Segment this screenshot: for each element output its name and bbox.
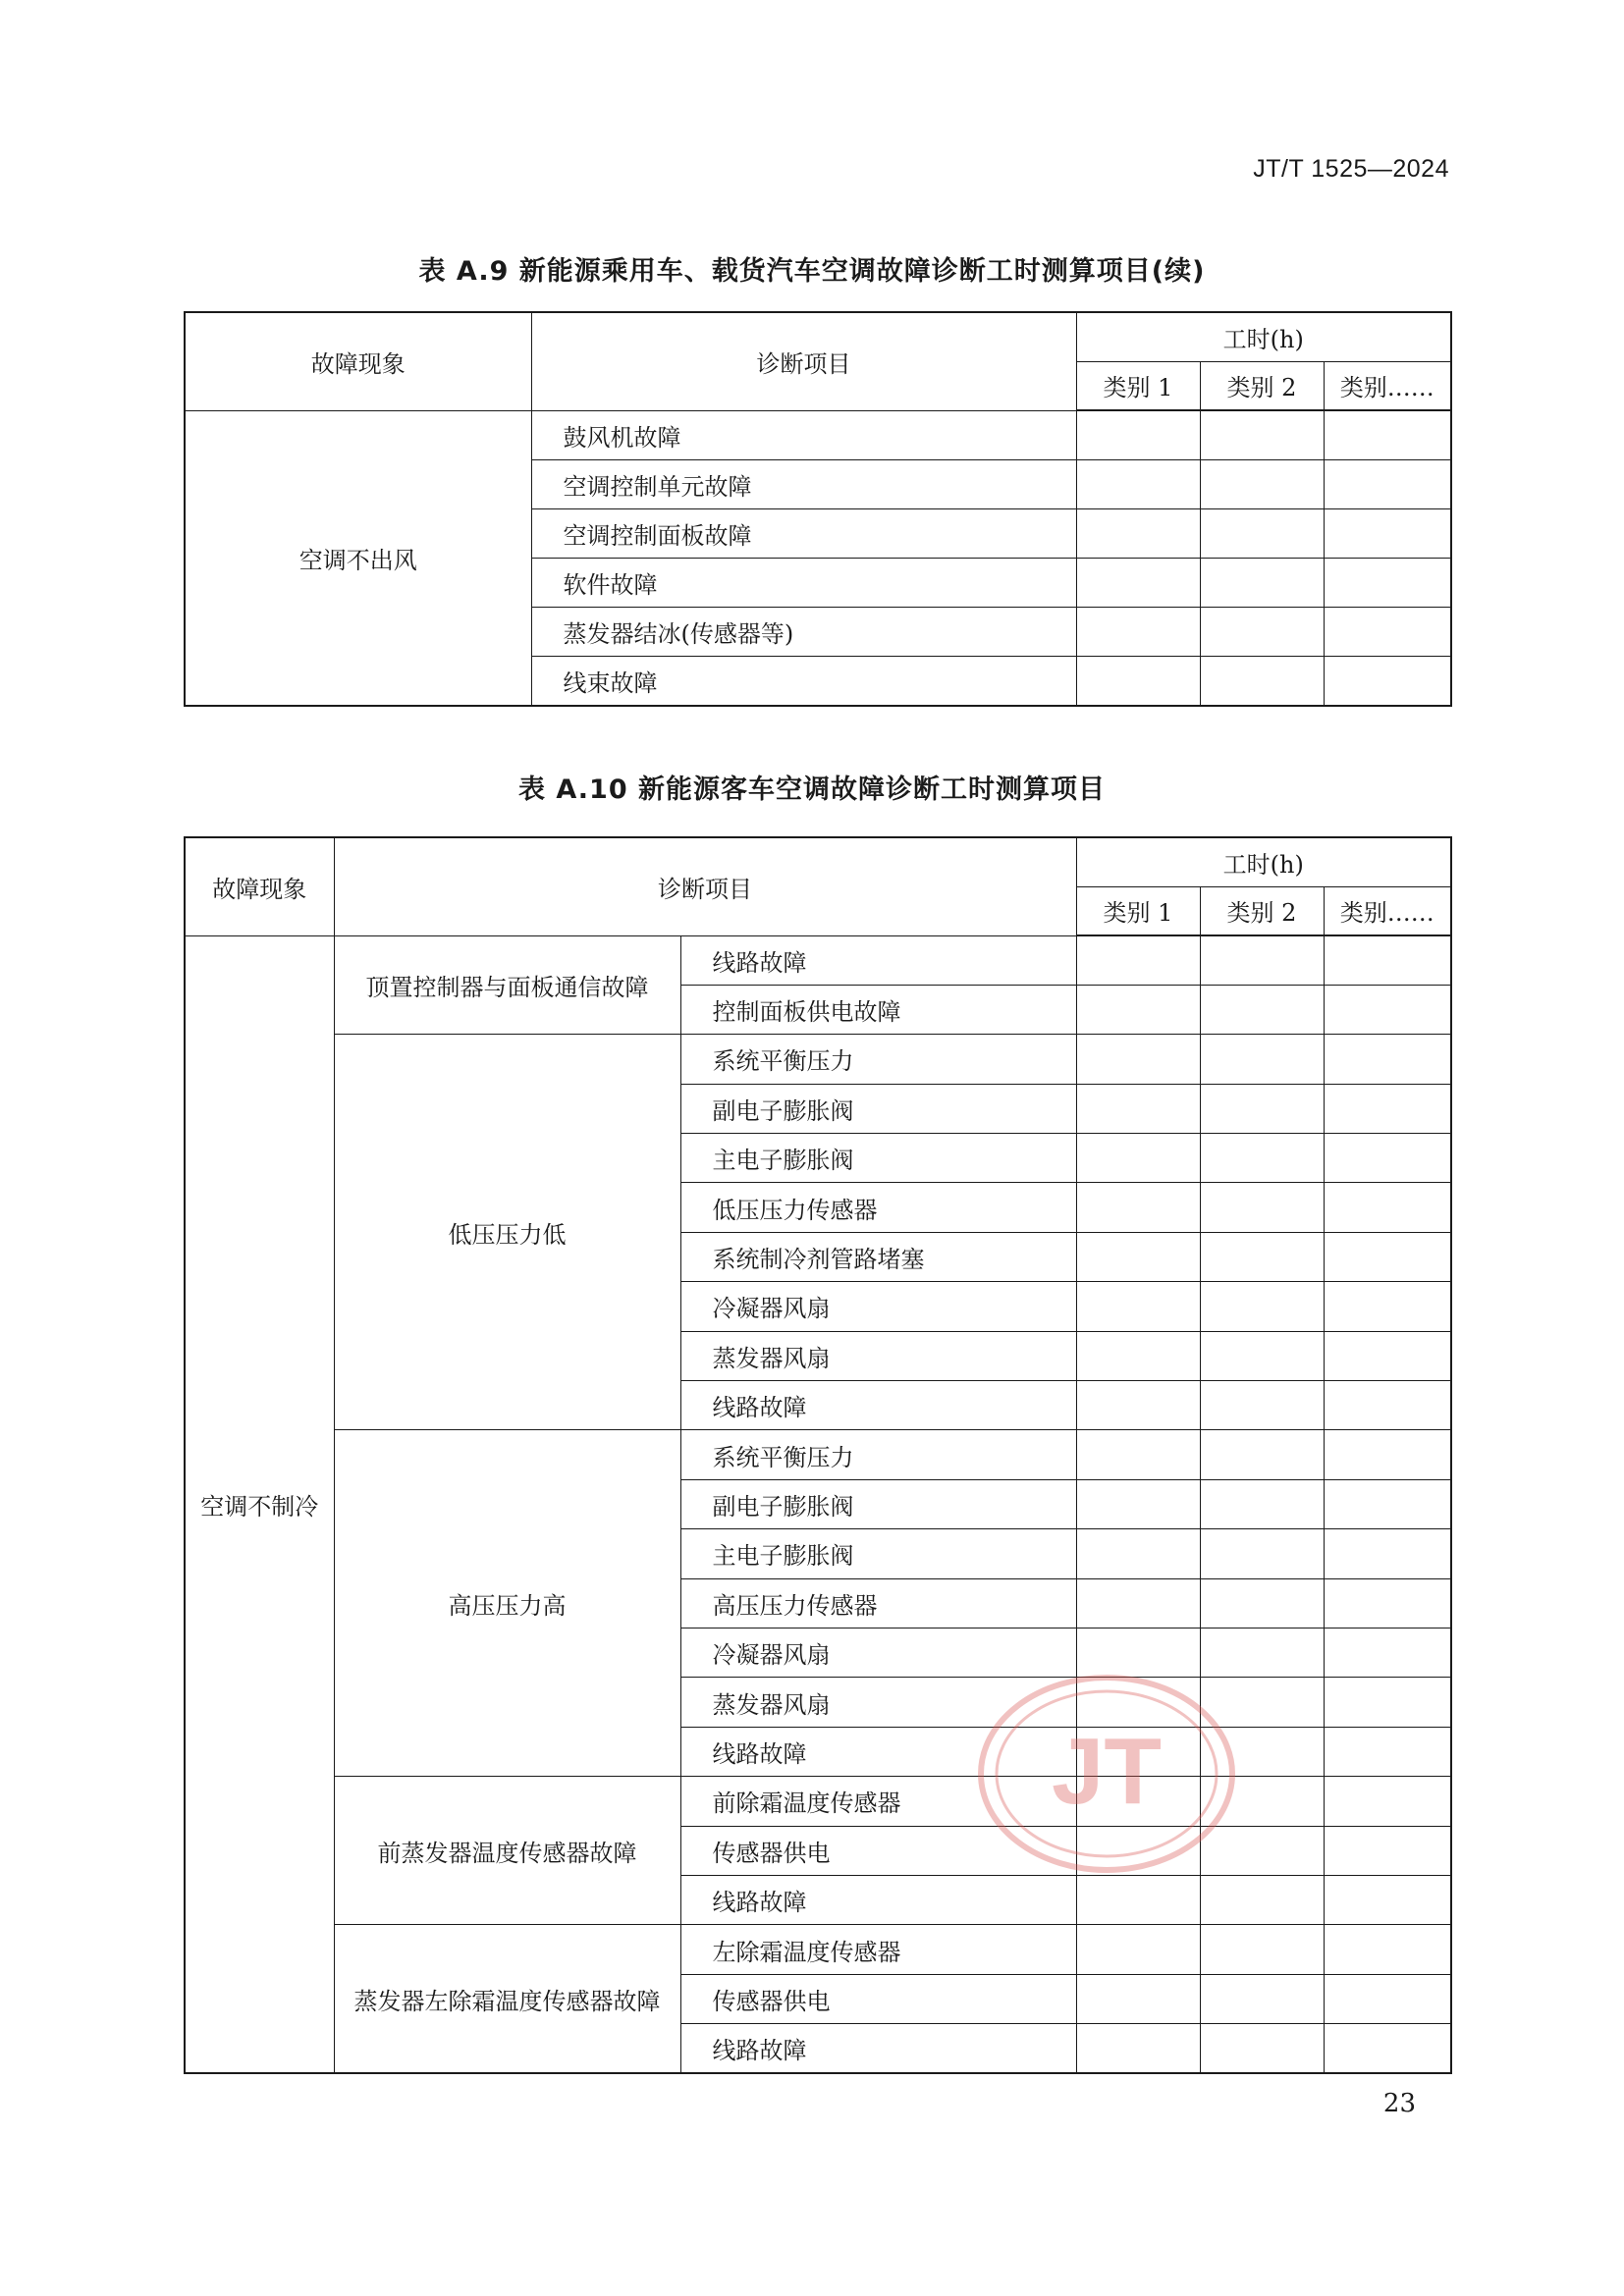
header-diagnosis: 诊断项目 [334,837,1076,935]
diagnosis-item: 软件故障 [531,559,1076,608]
diagnosis-group: 低压压力低 [334,1035,680,1430]
table-row [185,1430,1451,1479]
table-a9 [184,311,1452,707]
table-row [185,1925,1451,1974]
labor-hours-cell [1324,1875,1451,1924]
labor-hours-cell [1076,1479,1200,1528]
diagnosis-item: 副电子膨胀阀 [680,1084,1076,1133]
diagnosis-item: 空调控制面板故障 [531,508,1076,558]
labor-hours-cell [1324,1479,1451,1528]
labor-hours-cell [1200,985,1324,1034]
diagnosis-group: 蒸发器左除霜温度传感器故障 [334,1925,680,2073]
labor-hours-cell [1076,1331,1200,1380]
labor-hours-cell [1324,1727,1451,1776]
labor-hours-cell [1200,1628,1324,1677]
labor-hours-cell [1076,1381,1200,1430]
labor-hours-cell [1324,1578,1451,1628]
diagnosis-item: 冷凝器风扇 [680,1282,1076,1331]
labor-hours-cell [1200,657,1324,706]
labor-hours-cell [1200,1578,1324,1628]
diagnosis-item: 高压压力传感器 [680,1578,1076,1628]
labor-hours-cell [1200,1777,1324,1826]
diagnosis-item: 系统制冷剂管路堵塞 [680,1232,1076,1281]
diagnosis-item: 空调控制单元故障 [531,459,1076,508]
diagnosis-item: 冷凝器风扇 [680,1628,1076,1677]
diagnosis-item: 蒸发器风扇 [680,1678,1076,1727]
labor-hours-cell [1200,1183,1324,1232]
labor-hours-cell [1324,1678,1451,1727]
labor-hours-cell [1076,985,1200,1034]
header-labor-hours: 工时(h) [1076,312,1451,361]
labor-hours-cell [1200,1925,1324,1974]
labor-hours-cell [1200,935,1324,985]
labor-hours-cell [1200,1134,1324,1183]
labor-hours-cell [1200,1331,1324,1380]
labor-hours-cell [1324,1035,1451,1084]
header-category-more: 类别…… [1324,361,1451,410]
labor-hours-cell [1324,508,1451,558]
labor-hours-cell [1076,1628,1200,1677]
diagnosis-item: 线路故障 [680,1875,1076,1924]
labor-hours-cell [1076,1727,1200,1776]
diagnosis-item: 线路故障 [680,935,1076,985]
labor-hours-cell [1324,985,1451,1034]
labor-hours-cell [1200,1084,1324,1133]
header-category-1: 类别 1 [1076,886,1200,935]
diagnosis-item: 传感器供电 [680,1974,1076,2023]
labor-hours-cell [1200,508,1324,558]
header-category-more: 类别…… [1324,886,1451,935]
labor-hours-cell [1324,1777,1451,1826]
labor-hours-cell [1324,559,1451,608]
labor-hours-cell [1200,1232,1324,1281]
labor-hours-cell [1324,1925,1451,1974]
diagnosis-item: 蒸发器风扇 [680,1331,1076,1380]
labor-hours-cell [1324,1529,1451,1578]
labor-hours-cell [1076,1430,1200,1479]
diagnosis-item: 副电子膨胀阀 [680,1479,1076,1528]
labor-hours-cell [1324,1826,1451,1875]
diagnosis-item: 线束故障 [531,657,1076,706]
diagnosis-item: 线路故障 [680,2024,1076,2073]
labor-hours-cell [1076,1678,1200,1727]
diagnosis-item: 左除霜温度传感器 [680,1925,1076,1974]
table-row [185,410,1451,459]
labor-hours-cell [1200,1974,1324,2023]
labor-hours-cell [1076,1282,1200,1331]
labor-hours-cell [1324,1974,1451,2023]
diagnosis-item: 线路故障 [680,1381,1076,1430]
diagnosis-item: 系统平衡压力 [680,1035,1076,1084]
labor-hours-cell [1076,1875,1200,1924]
labor-hours-cell [1200,459,1324,508]
labor-hours-cell [1200,1826,1324,1875]
labor-hours-cell [1324,1134,1451,1183]
labor-hours-cell [1200,1678,1324,1727]
diagnosis-group: 高压压力高 [334,1430,680,1777]
labor-hours-cell [1324,1183,1451,1232]
labor-hours-cell [1200,608,1324,657]
labor-hours-cell [1200,1430,1324,1479]
labor-hours-cell [1324,459,1451,508]
table-a9-title: 表 A.9 新能源乘用车、载货汽车空调故障诊断工时测算项目(续) [418,256,1206,287]
diagnosis-item: 前除霜温度传感器 [680,1777,1076,1826]
header-diagnosis: 诊断项目 [531,312,1076,410]
labor-hours-cell [1076,657,1200,706]
labor-hours-cell [1076,1084,1200,1133]
labor-hours-cell [1324,410,1451,459]
diagnosis-item: 蒸发器结冰(传感器等) [531,608,1076,657]
diagnosis-item: 控制面板供电故障 [680,985,1076,1034]
standard-code: JT/T 1525—2024 [1253,155,1449,183]
labor-hours-cell [1076,1529,1200,1578]
labor-hours-cell [1324,1381,1451,1430]
labor-hours-cell [1076,559,1200,608]
symptom-cell: 空调不出风 [185,410,531,706]
labor-hours-cell [1324,935,1451,985]
labor-hours-cell [1076,1578,1200,1628]
header-category-2: 类别 2 [1200,886,1324,935]
labor-hours-cell [1076,508,1200,558]
labor-hours-cell [1324,1628,1451,1677]
labor-hours-cell [1200,1282,1324,1331]
diagnosis-item: 系统平衡压力 [680,1430,1076,1479]
labor-hours-cell [1076,935,1200,985]
labor-hours-cell [1076,459,1200,508]
labor-hours-cell [1324,657,1451,706]
labor-hours-cell [1076,1232,1200,1281]
diagnosis-group: 前蒸发器温度传感器故障 [334,1777,680,1925]
header-symptom: 故障现象 [185,312,531,410]
labor-hours-cell [1200,1727,1324,1776]
labor-hours-cell [1200,2024,1324,2073]
symptom-cell: 空调不制冷 [185,935,334,2073]
diagnosis-group: 顶置控制器与面板通信故障 [334,935,680,1035]
labor-hours-cell [1076,1826,1200,1875]
table-a10 [184,836,1452,2074]
labor-hours-cell [1200,1479,1324,1528]
diagnosis-item: 传感器供电 [680,1826,1076,1875]
labor-hours-cell [1200,410,1324,459]
labor-hours-cell [1324,1282,1451,1331]
header-labor-hours: 工时(h) [1076,837,1451,886]
labor-hours-cell [1076,1134,1200,1183]
table-row [185,935,1451,985]
header-category-2: 类别 2 [1200,361,1324,410]
labor-hours-cell [1200,1875,1324,1924]
labor-hours-cell [1076,1925,1200,1974]
labor-hours-cell [1324,2024,1451,2073]
diagnosis-item: 低压压力传感器 [680,1183,1076,1232]
labor-hours-cell [1076,1183,1200,1232]
diagnosis-item: 主电子膨胀阀 [680,1529,1076,1578]
header-category-1: 类别 1 [1076,361,1200,410]
diagnosis-item: 线路故障 [680,1727,1076,1776]
header-symptom: 故障现象 [185,837,334,935]
labor-hours-cell [1200,559,1324,608]
labor-hours-cell [1076,1974,1200,2023]
labor-hours-cell [1324,1430,1451,1479]
diagnosis-item: 主电子膨胀阀 [680,1134,1076,1183]
labor-hours-cell [1200,1381,1324,1430]
watermark-text: JT [1051,1719,1163,1824]
labor-hours-cell [1076,1777,1200,1826]
labor-hours-cell [1076,410,1200,459]
labor-hours-cell [1324,1232,1451,1281]
labor-hours-cell [1076,1035,1200,1084]
labor-hours-cell [1076,608,1200,657]
labor-hours-cell [1324,1084,1451,1133]
labor-hours-cell [1200,1529,1324,1578]
table-a10-title: 表 A.10 新能源客车空调故障诊断工时测算项目 [517,774,1107,805]
labor-hours-cell [1200,1035,1324,1084]
table-row [185,1035,1451,1084]
diagnosis-item: 鼓风机故障 [531,410,1076,459]
page-number: 23 [1382,2089,1416,2118]
labor-hours-cell [1324,608,1451,657]
labor-hours-cell [1324,1331,1451,1380]
labor-hours-cell [1076,2024,1200,2073]
table-row [185,1777,1451,1826]
